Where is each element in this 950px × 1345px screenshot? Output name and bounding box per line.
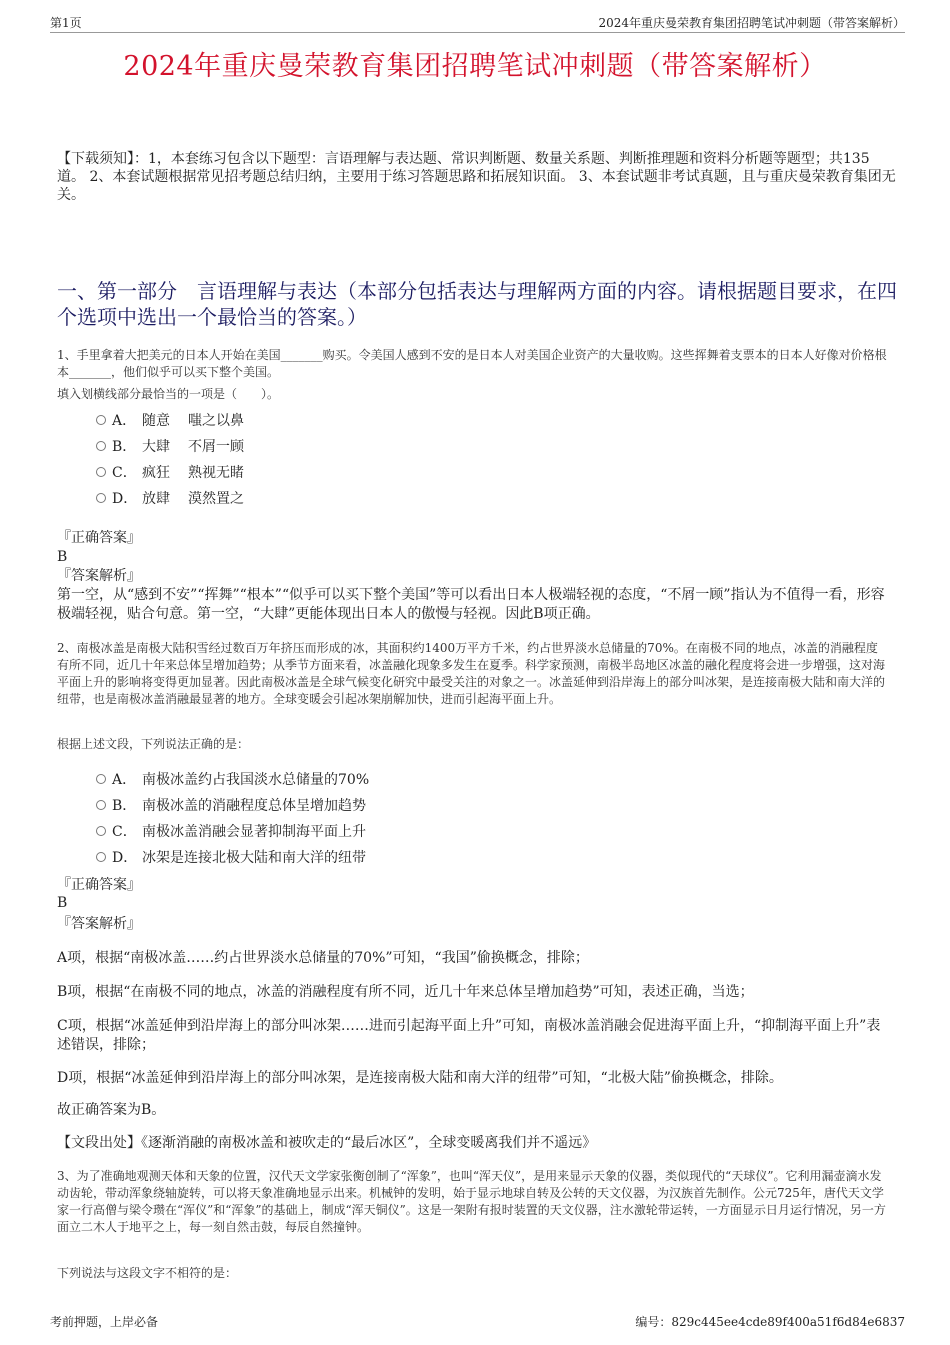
question-2-conclusion: 故正确答案为B。: [57, 1102, 166, 1118]
document-title: 2024年重庆曼荣教育集团招聘笔试冲刺题（带答案解析）: [123, 51, 827, 82]
page-header: [50, 14, 905, 33]
question-1-answer: B: [57, 549, 68, 565]
question-3-prompt: 下列说法与这段文字不相符的是：: [57, 1266, 238, 1280]
question-1-option-a[interactable]: A． 随意 嗤之以鼻: [96, 410, 244, 430]
question-2-stem: 2、南极冰盖是南极大陆积雪经过数百万年挤压而形成的冰，其面积约1400万平方千米，约占世界淡水总储量的70%。在南极不同的地点，冰盖的消融程度有所不同，近几十年来总体呈增加趋势；从季节方面来看，冰盖融化现象多发生在夏季。科学家预测，南极半岛地区冰盖的融化程度将会进一步增强，这对海平面上升的影响将变得更加显著。因此南极冰盖是全球气候变化研究中最受关注的对象之一。冰盖延伸到沿岸海上的部分叫冰架，是连接南极大陆和南大洋的纽带，也是南极冰盖消融最显著的地方。全球变暖会引起冰架崩解加快，进而引起海平面上升。: [57, 641, 886, 706]
question-1-analysis: 第一空，从“感到不安”“挥舞”“根本”“似乎可以买下整个美国”等可以看出日本人极端轻视的态度，“不屑一顾”指认为不值得一看，形容极端轻视，贴合句意。第一空，“大肆”更能体现出日本人的傲慢与轻视。因此B项正确。: [57, 587, 885, 622]
footer-code: 编号：829c445ee4cde89f400a51f6d84e6837: [635, 1315, 905, 1329]
section-heading: 一、第一部分 言语理解与表达（本部分包括表达与理解两方面的内容。请根据题目要求，在四个选项中选出一个最恰当的答案。）: [57, 279, 897, 329]
question-2-analysis-c: C项，根据“冰盖延伸到沿岸海上的部分叫冰架……进而引起海平面上升”可知，南极冰盖消融会促进海平面上升，“抑制海平面上升”表述错误，排除；: [57, 1018, 881, 1053]
question-1-stem: 1、手里拿着大把美元的日本人开始在美国_______购买。令美国人感到不安的是日本人对美国企业资产的大量收购。这些挥舞着支票本的日本人好像对价格根本_______，他们似乎可以买下整个美国。: [57, 348, 887, 379]
question-1-option-b[interactable]: B． 大肆 不屑一顾: [96, 436, 244, 456]
page-number: 第1页: [50, 16, 82, 30]
question-2-analysis-b: B项，根据“在南极不同的地点，冰盖的消融程度有所不同，近几十年来总体呈增加趋势”可知，表述正确，当选；: [57, 984, 754, 1000]
question-2-option-c[interactable]: C． 南极冰盖消融会显著抑制海平面上升: [96, 821, 366, 841]
radio-icon[interactable]: [96, 467, 106, 477]
radio-icon[interactable]: [96, 852, 106, 862]
radio-icon[interactable]: [96, 774, 106, 784]
question-2-prompt: 根据上述文段，下列说法正确的是：: [57, 737, 250, 751]
download-notice: 【下载须知】：1，本套练习包含以下题型：言语理解与表达题、常识判断题、数量关系题、判断推理题和资料分析题等题型；共135道。 2、本套试题根据常见招考题总结归纳，主要用于练习答题思路和拓展知识面。 3、本套试题非考试真题，且与重庆曼荣教育集团无关。: [57, 151, 896, 203]
radio-icon[interactable]: [96, 826, 106, 836]
question-2-answer-label: 『正确答案』: [57, 877, 141, 893]
question-1-prompt: 填入划横线部分最恰当的一项是（ ）。: [57, 387, 280, 401]
footer-slogan: 考前押题，上岸必备: [50, 1315, 159, 1329]
question-1-analysis-label: 『答案解析』: [57, 568, 141, 584]
question-1-option-d[interactable]: D． 放肆 漠然置之: [96, 488, 244, 508]
radio-icon[interactable]: [96, 415, 106, 425]
question-2-option-a[interactable]: A． 南极冰盖约占我国淡水总储量的70%: [96, 769, 369, 789]
question-2-answer: B: [57, 895, 68, 911]
question-1-answer-label: 『正确答案』: [57, 530, 141, 546]
question-2-analysis-d: D项，根据“冰盖延伸到沿岸海上的部分叫冰架，是连接南极大陆和南大洋的纽带”可知，“北极大陆”偷换概念，排除。: [57, 1070, 783, 1086]
radio-icon[interactable]: [96, 441, 106, 451]
header-doc-title: 2024年重庆曼荣教育集团招聘笔试冲刺题（带答案解析）: [598, 16, 905, 30]
question-2-source: 【文段出处】《逐渐消融的南极冰盖和被吹走的“最后冰区”，全球变暖离我们并不遥远》: [57, 1135, 597, 1151]
question-2-analysis-a: A项，根据“南极冰盖……约占世界淡水总储量的70%”可知，“我国”偷换概念，排除；: [57, 950, 589, 966]
radio-icon[interactable]: [96, 800, 106, 810]
question-3-stem: 3、为了准确地观测天体和天象的位置，汉代天文学家张衡创制了“浑象”，也叫“浑天仪”，是用来显示天象的仪器，类似现代的“天球仪”。它利用漏壶滴水发动齿轮，带动浑象绕轴旋转，可以将天象准确地显示出来。机械钟的发明，始于显示地球自转及公转的天文仪器，为汉族首先制作。公元725年，唐代天文学家一行高僧与梁令瓒在“浑仪”和“浑象”的基础上，制成“浑天铜仪”。这是一架附有报时装置的天文仪器，注水激轮带运转，一方面显示日月运行情况，另一方面立二木人于地平之上，每一刻自然击鼓，每辰自然撞钟。: [57, 1169, 886, 1234]
question-2-option-b[interactable]: B． 南极冰盖的消融程度总体呈增加趋势: [96, 795, 366, 815]
radio-icon[interactable]: [96, 493, 106, 503]
question-2-option-d[interactable]: D． 冰架是连接北极大陆和南大洋的纽带: [96, 847, 366, 867]
question-2-analysis-label: 『答案解析』: [57, 916, 141, 932]
question-1-option-c[interactable]: C． 疯狂 熟视无睹: [96, 462, 244, 482]
